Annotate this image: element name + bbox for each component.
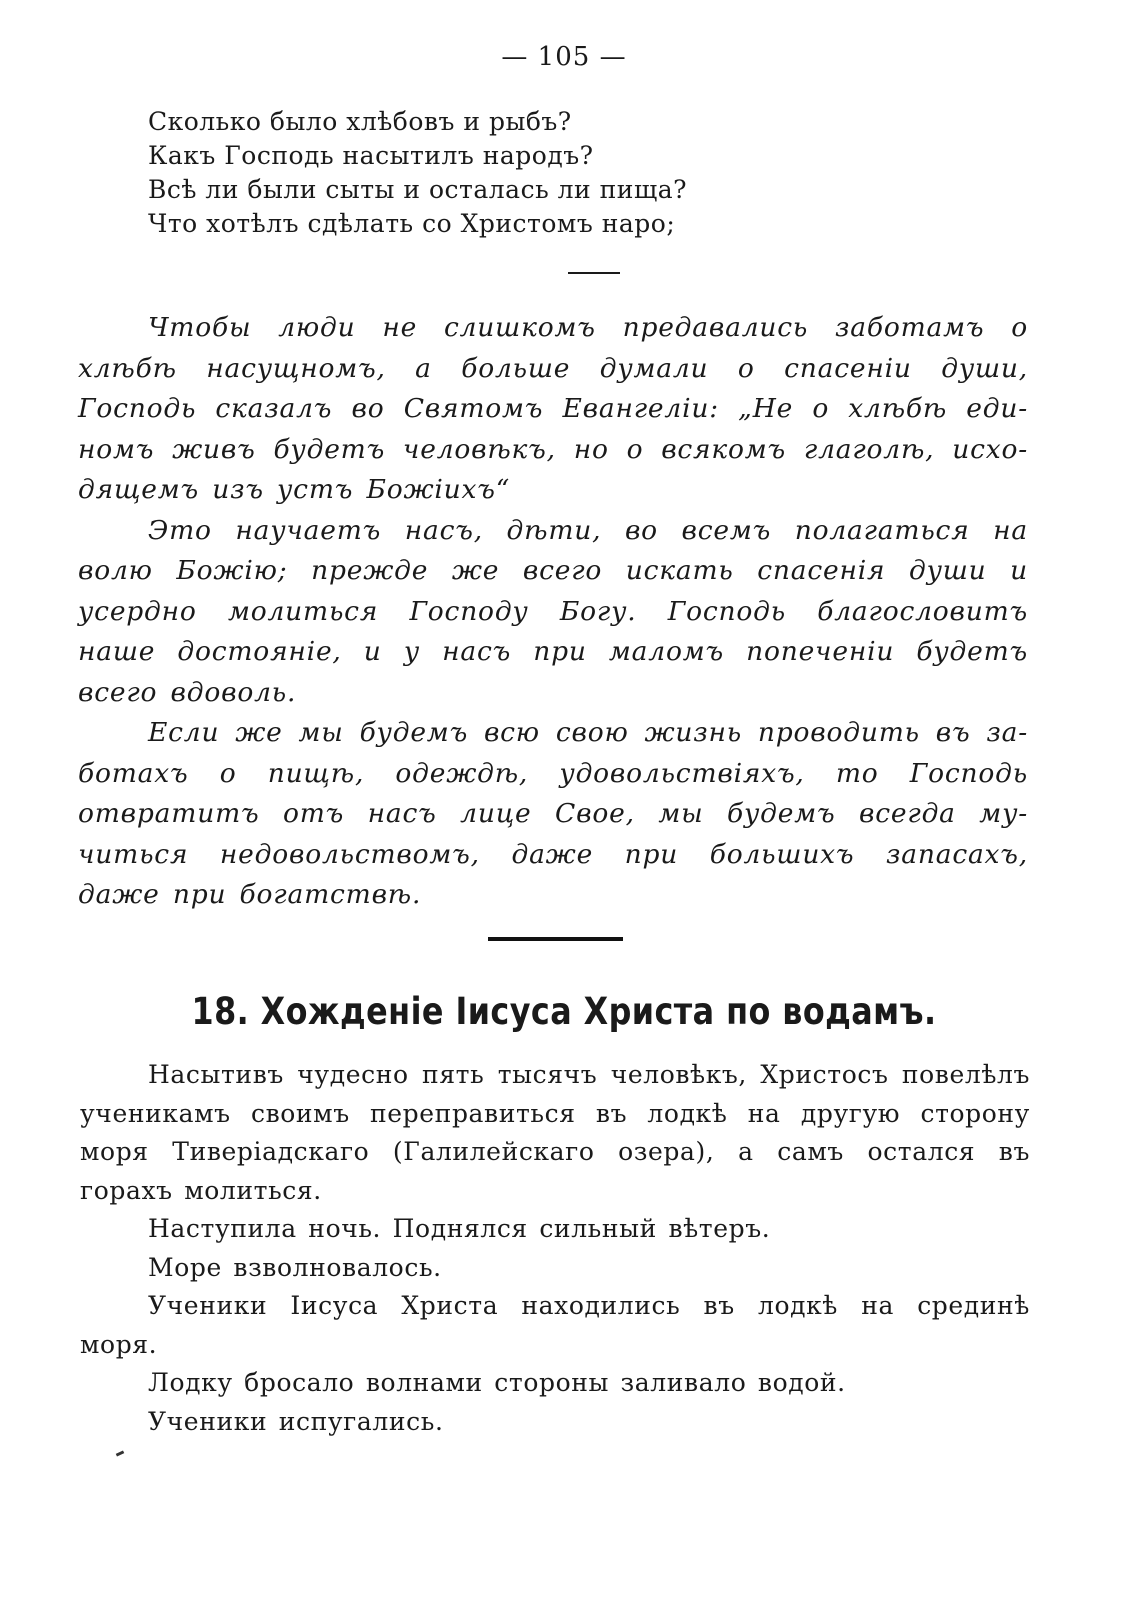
- section-divider: [488, 937, 623, 941]
- question-1: Сколько было хлѣбовъ и рыбъ?: [148, 107, 572, 136]
- moral-lesson: [78, 308, 1028, 916]
- question-3: Всѣ ли были сыты и осталась ли пища?: [148, 175, 688, 204]
- story-text: [80, 1056, 1030, 1441]
- moral-line: отвратитъ отъ насъ лице Свое, мы будемъ всегда му-: [78, 798, 1028, 829]
- moral-line: дящемъ изъ устъ Божіихъ“: [78, 474, 511, 505]
- story-line: моря Тиверіадскаго (Галилейскаго озера), а самъ остался въ: [80, 1137, 1030, 1166]
- story-line: моря.: [80, 1329, 158, 1359]
- review-questions: [148, 105, 1048, 241]
- question-4: Что хотѣлъ сдѣлать со Христомъ наро;: [148, 209, 676, 238]
- section-title: 18. Хожденіе Іисуса Христа по водамъ.: [191, 990, 937, 1033]
- story-line: Лодку бросало волнами стороны заливало водой.: [148, 1368, 846, 1397]
- story-line: Насытивъ чудесно пять тысячъ человѣкъ, Христосъ повелѣлъ: [148, 1060, 1030, 1089]
- short-divider: [568, 272, 620, 274]
- story-line: Море взволновалось.: [148, 1252, 442, 1282]
- story-line: Ученики Іисуса Христа находились въ лодкѣ на срединѣ: [148, 1291, 1030, 1320]
- moral-line: Господь сказалъ во Святомъ Евангеліи: „Не о хлѣбѣ еди-: [78, 393, 1028, 424]
- moral-line: Чтобы люди не слишкомъ предавались заботамъ о: [148, 312, 1028, 343]
- moral-line: ботахъ о пищѣ, одеждѣ, удовольствіяхъ, то Господь: [78, 757, 1028, 789]
- moral-line: Это научаетъ насъ, дѣти, во всемъ полагаться на: [148, 514, 1028, 546]
- moral-line: номъ живъ будетъ человѣкъ, но о всякомъ глаголѣ, исхо-: [78, 433, 1028, 465]
- story-line: ученикамъ своимъ переправиться въ лодкѣ на другую сторону: [80, 1098, 1030, 1128]
- moral-line: всего вдоволь.: [78, 676, 297, 708]
- moral-line: хлѣбѣ насущномъ, а больше думали о спасеніи души,: [78, 352, 1028, 384]
- story-line: горахъ молиться.: [80, 1175, 322, 1205]
- moral-line: усердно молиться Господу Богу. Господь благословитъ: [78, 595, 1028, 627]
- moral-line: даже при богатствѣ.: [78, 879, 422, 910]
- moral-line: волю Божію; прежде же всего искать спасенія души и: [78, 555, 1028, 586]
- question-2: Какъ Господь насытилъ народъ?: [148, 141, 594, 170]
- story-line: Ученики испугались.: [148, 1406, 444, 1436]
- ink-mark: [116, 1450, 125, 1456]
- moral-line: Если же мы будемъ всю свою жизнь проводить въ за-: [148, 717, 1028, 748]
- moral-line: читься недовольствомъ, даже при большихъ запасахъ,: [78, 838, 1028, 870]
- moral-line: наше достояніе, и у насъ при маломъ попеченіи будетъ: [78, 636, 1028, 667]
- story-line: Наступила ночь. Поднялся сильный вѣтеръ.: [148, 1214, 771, 1243]
- page-number: — 105 —: [501, 42, 627, 72]
